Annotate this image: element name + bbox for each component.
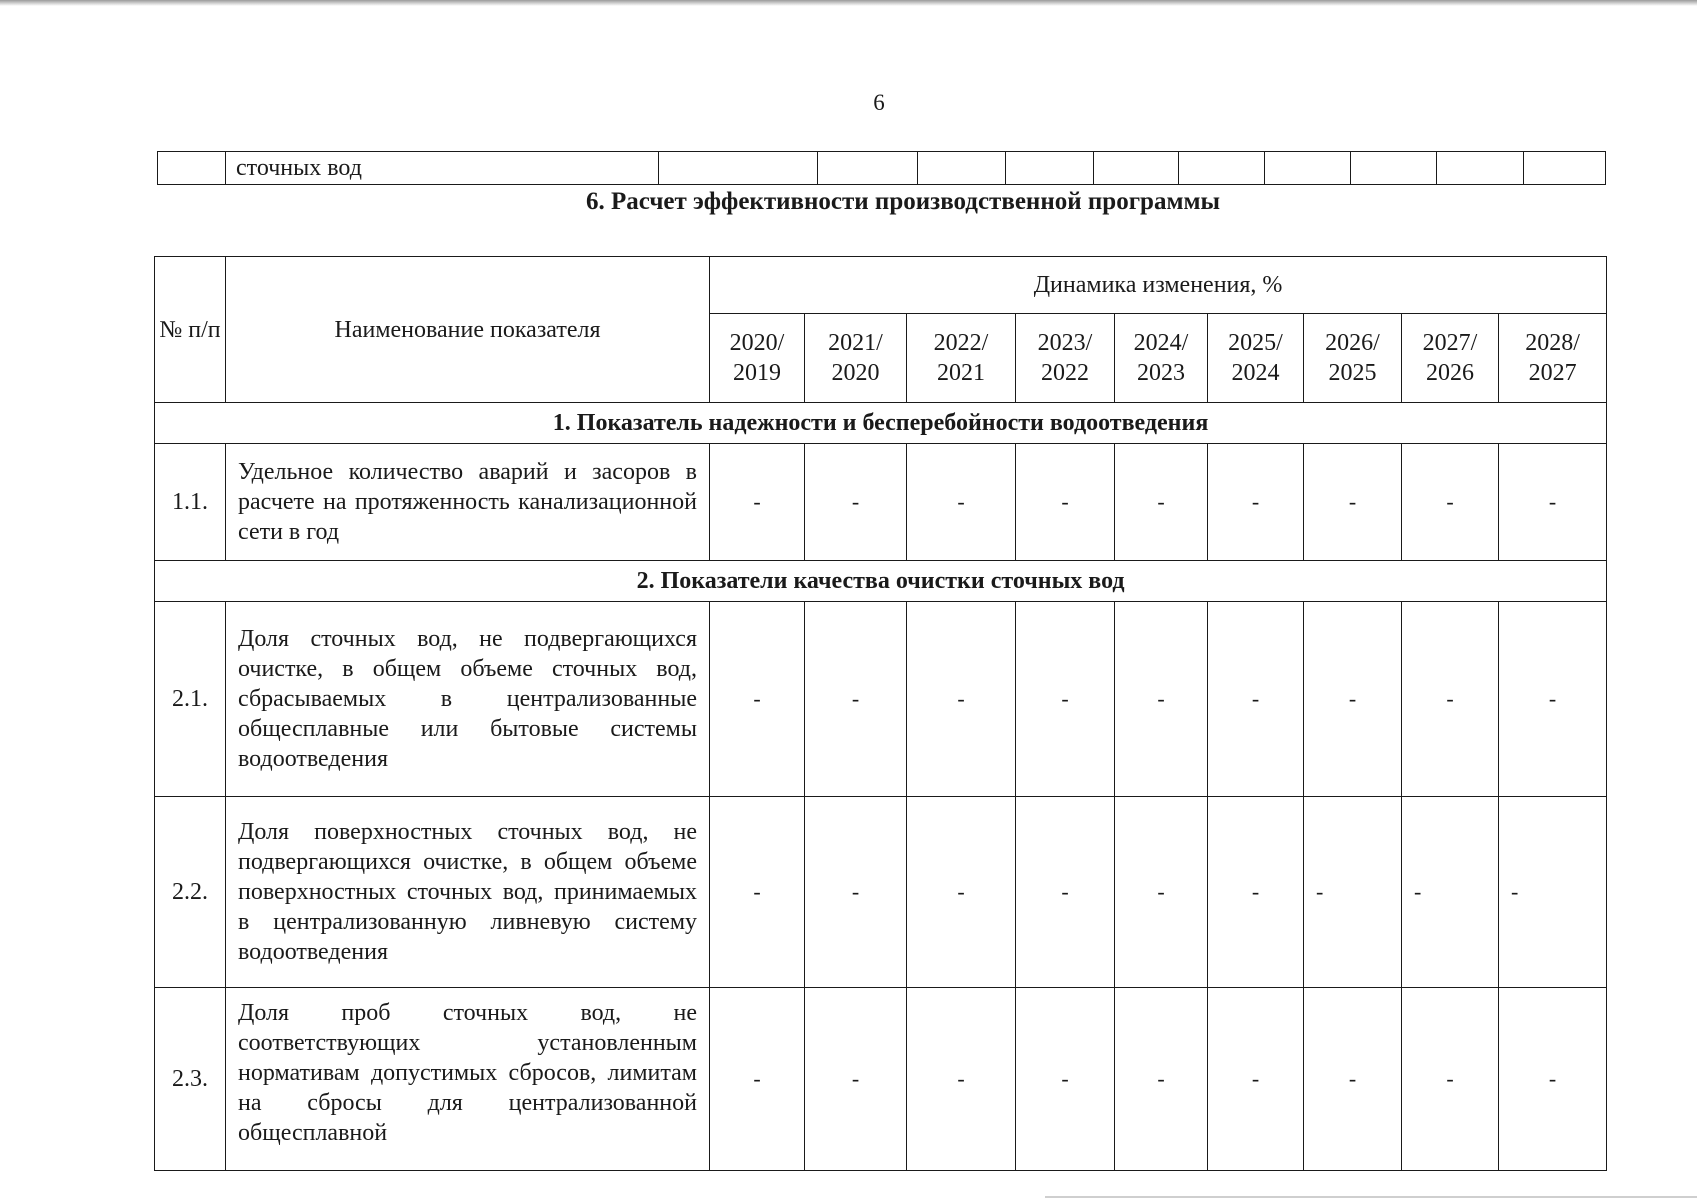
group2-title: 2. Показатели качества очистки сточных вод [155, 561, 1607, 602]
value-cell: - [1016, 988, 1115, 1171]
value-cell: - [907, 988, 1016, 1171]
efficiency-table [154, 256, 1607, 1171]
row-name: Доля поверхностных сточных вод, не подвергающихся очистке, в общем объеме поверхностных сточных вод, принимаемых в централизованную ливневую систему водоотведения [226, 797, 710, 988]
value-cell: - [1115, 602, 1208, 797]
value-cell: - [1016, 602, 1115, 797]
value-cell: - [1208, 602, 1304, 797]
value-cell: - [1304, 797, 1402, 988]
value-cell: - [805, 444, 907, 561]
value-cell: - [1208, 988, 1304, 1171]
dynamics-header: Динамика изменения, % [710, 257, 1607, 314]
row-number: 2.1. [155, 602, 226, 797]
value-cell: - [805, 602, 907, 797]
table-row [158, 152, 1606, 185]
page-number: 6 [873, 90, 885, 115]
value-cell: - [1115, 988, 1208, 1171]
continuation-table [157, 151, 1606, 185]
value-cell: - [1499, 602, 1607, 797]
scan-edge-bottom [1045, 1196, 1697, 1198]
value-cell: - [1402, 797, 1499, 988]
row-number: 1.1. [155, 444, 226, 561]
row-number: 2.2. [155, 797, 226, 988]
value-cell: - [805, 988, 907, 1171]
value-cell: - [710, 797, 805, 988]
row-name: Удельное количество аварий и засоров в расчете на протяженность канализационной сети в год [226, 444, 710, 561]
scan-edge-top [0, 0, 1697, 6]
table-row [155, 797, 1607, 988]
value-cell: - [710, 988, 805, 1171]
header-row [155, 257, 1607, 314]
value-cell: - [1208, 797, 1304, 988]
value-cell: - [805, 797, 907, 988]
col-number-header: № п/п [155, 257, 226, 403]
year-cell: 2021/ 2020 [805, 314, 907, 403]
year-cell: 2025/ 2024 [1208, 314, 1304, 403]
row-name: Доля проб сточных вод, не соответствующих установленным нормативам допустимых сбросов, лимитам на сбросы для централизованной общесплавной [226, 988, 710, 1171]
row-name: Доля сточных вод, не подвергающихся очистке, в общем объеме сточных вод, сбрасываемых в централизованные общесплавные или бытовые системы водоотведения [226, 602, 710, 797]
col-name-header: Наименование показателя [226, 257, 710, 403]
group-row [155, 561, 1607, 602]
value-cell: - [907, 444, 1016, 561]
group-row [155, 403, 1607, 444]
table-row [155, 602, 1607, 797]
continuation-text: сточных вод [226, 152, 659, 185]
value-cell: - [1402, 602, 1499, 797]
value-cell: - [1304, 988, 1402, 1171]
value-cell: - [907, 797, 1016, 988]
value-cell: - [1499, 444, 1607, 561]
value-cell: - [1499, 797, 1607, 988]
value-cell: - [1402, 988, 1499, 1171]
value-cell: - [710, 444, 805, 561]
year-cell: 2027/ 2026 [1402, 314, 1499, 403]
year-cell: 2023/ 2022 [1016, 314, 1115, 403]
value-cell: - [1208, 444, 1304, 561]
value-cell: - [1499, 988, 1607, 1171]
year-cell: 2026/ 2025 [1304, 314, 1402, 403]
section-title: 6. Расчет эффективности производственной программы [585, 188, 1221, 215]
row-number: 2.3. [155, 988, 226, 1171]
value-cell: - [1115, 444, 1208, 561]
year-cell: 2020/ 2019 [710, 314, 805, 403]
value-cell: - [1016, 444, 1115, 561]
table-row [155, 988, 1607, 1171]
year-cell: 2024/ 2023 [1115, 314, 1208, 403]
year-cell: 2028/ 2027 [1499, 314, 1607, 403]
value-cell: - [1402, 444, 1499, 561]
table-row [155, 444, 1607, 561]
value-cell: - [907, 602, 1016, 797]
value-cell: - [1115, 797, 1208, 988]
value-cell: - [1016, 797, 1115, 988]
value-cell: - [1304, 444, 1402, 561]
value-cell: - [1304, 602, 1402, 797]
value-cell: - [710, 602, 805, 797]
year-cell: 2022/ 2021 [907, 314, 1016, 403]
group1-title: 1. Показатель надежности и бесперебойности водоотведения [155, 403, 1607, 444]
